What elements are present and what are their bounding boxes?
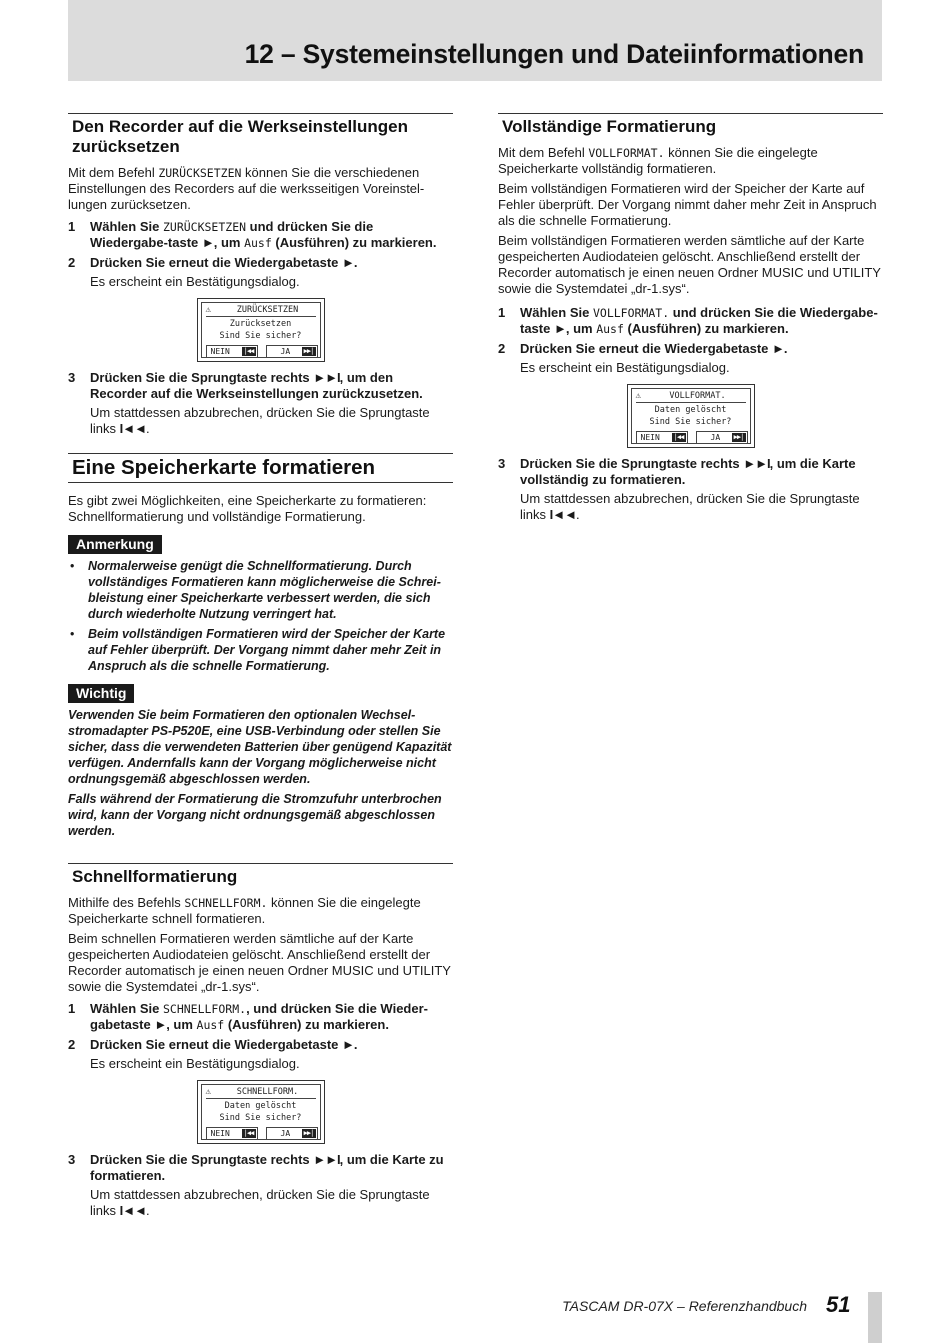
right-column — [498, 113, 883, 523]
reset-step-2-note: Es erscheint ein Bestätigungsdialog. — [90, 274, 300, 289]
page-number: 51 — [826, 1292, 851, 1317]
format-section — [68, 453, 453, 839]
skip-forward-icon: ►►I — [313, 1152, 340, 1167]
full-step-3: 3 Drücken Sie die Sprungtaste rechts ►►I, um die Karte vollständig zu formatieren. — [498, 456, 856, 487]
quick-step-3: 3 Drücken Sie die Sprungtaste rechts ►►I, um die Karte zu formatieren. — [68, 1152, 444, 1183]
skip-back-icon: |◀◀ — [242, 1129, 256, 1138]
chapter-header-band — [68, 0, 882, 81]
full-paragraph-2: Beim vollständigen Formatieren wird der Speicher der Karte auf Fehler überprüft. Der Vorgang nimmt daher mehr Zeit in Anspruch als die schnelle Formatierung. — [498, 181, 877, 228]
reset-intro: Mit dem Befehl ZURÜCKSETZEN können Sie die verschiedenen Einstellungen des Recorders auf die werksseitigen Voreinstel-lungen zurücksetzen. — [68, 165, 425, 212]
format-intro: Es gibt zwei Möglichkeiten, eine Speicherkarte zu formatieren: Schnellformatierung und vollständige Formatierung. — [68, 493, 427, 524]
dialog-line-2: Sind Sie sicher? — [649, 417, 732, 427]
full-format-section — [498, 113, 883, 523]
reset-heading: Den Recorder auf die Werkseinstellungen zurücksetzen — [68, 113, 453, 157]
footer-manual-title: TASCAM DR-07X – Referenzhandbuch — [562, 1298, 807, 1314]
important-label: Wichtig — [68, 684, 134, 703]
play-icon: ► — [201, 235, 214, 250]
warning-icon: ⚠ — [205, 305, 211, 315]
quick-step-2-note: Es erscheint ein Bestätigungsdialog. — [90, 1056, 300, 1071]
dialog-no-button: NEIN |◀◀ — [206, 1127, 258, 1140]
note-item: • Beim vollständigen Formatieren wird der Speicher der Karte auf Fehler überprüft. Der Vorgang nimmt daher mehr Zeit in Anspruch als die schnelle Formatierung. — [68, 626, 453, 674]
dialog-line-1: Zurücksetzen — [229, 319, 292, 329]
skip-back-icon: |◀◀ — [672, 433, 686, 442]
full-intro: Mit dem Befehl VOLLFORMAT. können Sie die eingelegte Speicherkarte vollständig formatieren. — [498, 145, 818, 176]
quick-confirm-dialog — [197, 1080, 325, 1144]
warning-icon: ⚠ — [635, 391, 641, 401]
quick-dialog-figure — [68, 1080, 453, 1144]
quick-format-heading: Schnellformatierung — [68, 863, 453, 887]
format-heading: Eine Speicherkarte formatieren — [68, 453, 453, 483]
important-text-1: Verwenden Sie beim Formatieren den optionalen Wechsel-stromadapter PS-P520E, eine USB-Verbindung oder stellen Sie sicher, dass die verwendeten Batterien über genügend Kapazität verfügen. Andernfalls kann der Vorgang möglicherweise nicht ordnungsgemäß abgeschlossen werden. — [68, 708, 452, 786]
reset-step-2: 2 Drücken Sie erneut die Wiedergabetaste ►. — [68, 255, 358, 270]
dialog-title: ZURÜCKSETZEN — [206, 304, 316, 317]
quick-step-2: 2 Drücken Sie erneut die Wiedergabetaste ►. — [68, 1037, 358, 1052]
quick-step-3-note: Um stattdessen abzubrechen, drücken Sie die Sprungtaste links I◄◄. — [90, 1187, 430, 1218]
skip-forward-icon: ▶▶| — [732, 433, 746, 442]
play-icon: ► — [154, 1017, 167, 1032]
full-format-heading: Vollständige Formatierung — [498, 113, 883, 137]
dialog-line-1: Daten gelöscht — [224, 1101, 297, 1111]
full-dialog-figure — [498, 384, 883, 448]
skip-back-icon: I◄◄ — [549, 507, 576, 522]
reset-step-3: 3 Drücken Sie die Sprungtaste rechts ►►I, um den Recorder auf die Werkseinstellungen zurückzusetzen. — [68, 370, 423, 401]
reset-dialog-figure — [68, 298, 453, 362]
full-step-3-note: Um stattdessen abzubrechen, drücken Sie die Sprungtaste links I◄◄. — [520, 491, 860, 522]
reset-step-1: 1 Wählen Sie ZURÜCKSETZEN und drücken Sie die Wiedergabe-taste ►, um Ausf (Ausführen) zu markieren. — [68, 219, 437, 250]
play-icon: ► — [342, 1037, 354, 1052]
dialog-title: SCHNELLFORM. — [206, 1086, 316, 1099]
dialog-no-button: NEIN |◀◀ — [636, 431, 688, 444]
skip-forward-icon: ▶▶| — [302, 1129, 316, 1138]
warning-icon: ⚠ — [205, 1087, 211, 1097]
quick-intro: Mithilfe des Befehls SCHNELLFORM. können Sie die eingelegte Speicherkarte schnell formatieren. — [68, 895, 421, 926]
full-step-1: 1 Wählen Sie VOLLFORMAT. und drücken Sie die Wiedergabe-taste ►, um Ausf (Ausführen) zu markieren. — [498, 305, 878, 336]
reset-section — [68, 113, 453, 437]
skip-back-icon: |◀◀ — [242, 347, 256, 356]
full-step-2-note: Es erscheint ein Bestätigungsdialog. — [520, 360, 730, 375]
chapter-title: 12 – Systemeinstellungen und Dateiinformationen — [244, 39, 864, 69]
skip-forward-icon: ▶▶| — [302, 347, 316, 356]
dialog-yes-button: JA ▶▶| — [266, 345, 318, 358]
dialog-no-button: NEIN |◀◀ — [206, 345, 258, 358]
play-icon: ► — [553, 321, 566, 336]
skip-forward-icon: ►►I — [313, 370, 340, 385]
quick-step-1: 1 Wählen Sie SCHNELLFORM., und drücken Sie die Wieder-gabetaste ►, um Ausf (Ausführen) zu markieren. — [68, 1001, 428, 1032]
dialog-line-1: Daten gelöscht — [654, 405, 727, 415]
quick-format-section — [68, 863, 453, 1219]
play-icon: ► — [342, 255, 354, 270]
note-item: • Normalerweise genügt die Schnellformatierung. Durch vollständiges Formatieren kann möglicherweise die Schrei-bleistung einer Speicherkarte verbessert werden, die sich durch wiederholte Nutzung verringert hat. — [68, 558, 453, 622]
quick-paragraph: Beim schnellen Formatieren werden sämtliche auf der Karte gespeicherten Audiodateien gelöscht. Anschließend erstellt der Recorder automatisch je einen neuen Ordner MUSIC und UTILITY sowie die Systemdatei „dr-1.sys“. — [68, 931, 451, 994]
dialog-yes-button: JA ▶▶| — [266, 1127, 318, 1140]
full-confirm-dialog — [627, 384, 755, 448]
note-label: Anmerkung — [68, 535, 162, 554]
page-edge-bar — [868, 1292, 882, 1343]
skip-back-icon: I◄◄ — [119, 421, 146, 436]
reset-confirm-dialog — [197, 298, 325, 362]
skip-forward-icon: ►►I — [743, 456, 770, 471]
dialog-line-2: Sind Sie sicher? — [219, 1113, 302, 1123]
dialog-line-2: Sind Sie sicher? — [219, 331, 302, 341]
important-text-2: Falls während der Formatierung die Stromzufuhr unterbrochen wird, kann der Vorgang nicht ordnungsgemäß abgeschlossen werden. — [68, 792, 442, 838]
dialog-yes-button: JA ▶▶| — [696, 431, 748, 444]
full-paragraph-3: Beim vollständigen Formatieren werden sämtliche auf der Karte gespeicherten Audiodateien gelöscht. Anschließend erstellt der Recorder automatisch je einen neuen Ordner MUSIC und UTILITY sowie die Systemdatei „dr-1.sys“. — [498, 233, 881, 296]
skip-back-icon: I◄◄ — [119, 1203, 146, 1218]
reset-step-3-note: Um stattdessen abzubrechen, drücken Sie die Sprungtaste links I◄◄. — [90, 405, 430, 436]
dialog-title: VOLLFORMAT. — [636, 390, 746, 403]
left-column — [68, 113, 453, 1219]
full-step-2: 2 Drücken Sie erneut die Wiedergabetaste ►. — [498, 341, 788, 356]
play-icon: ► — [772, 341, 784, 356]
